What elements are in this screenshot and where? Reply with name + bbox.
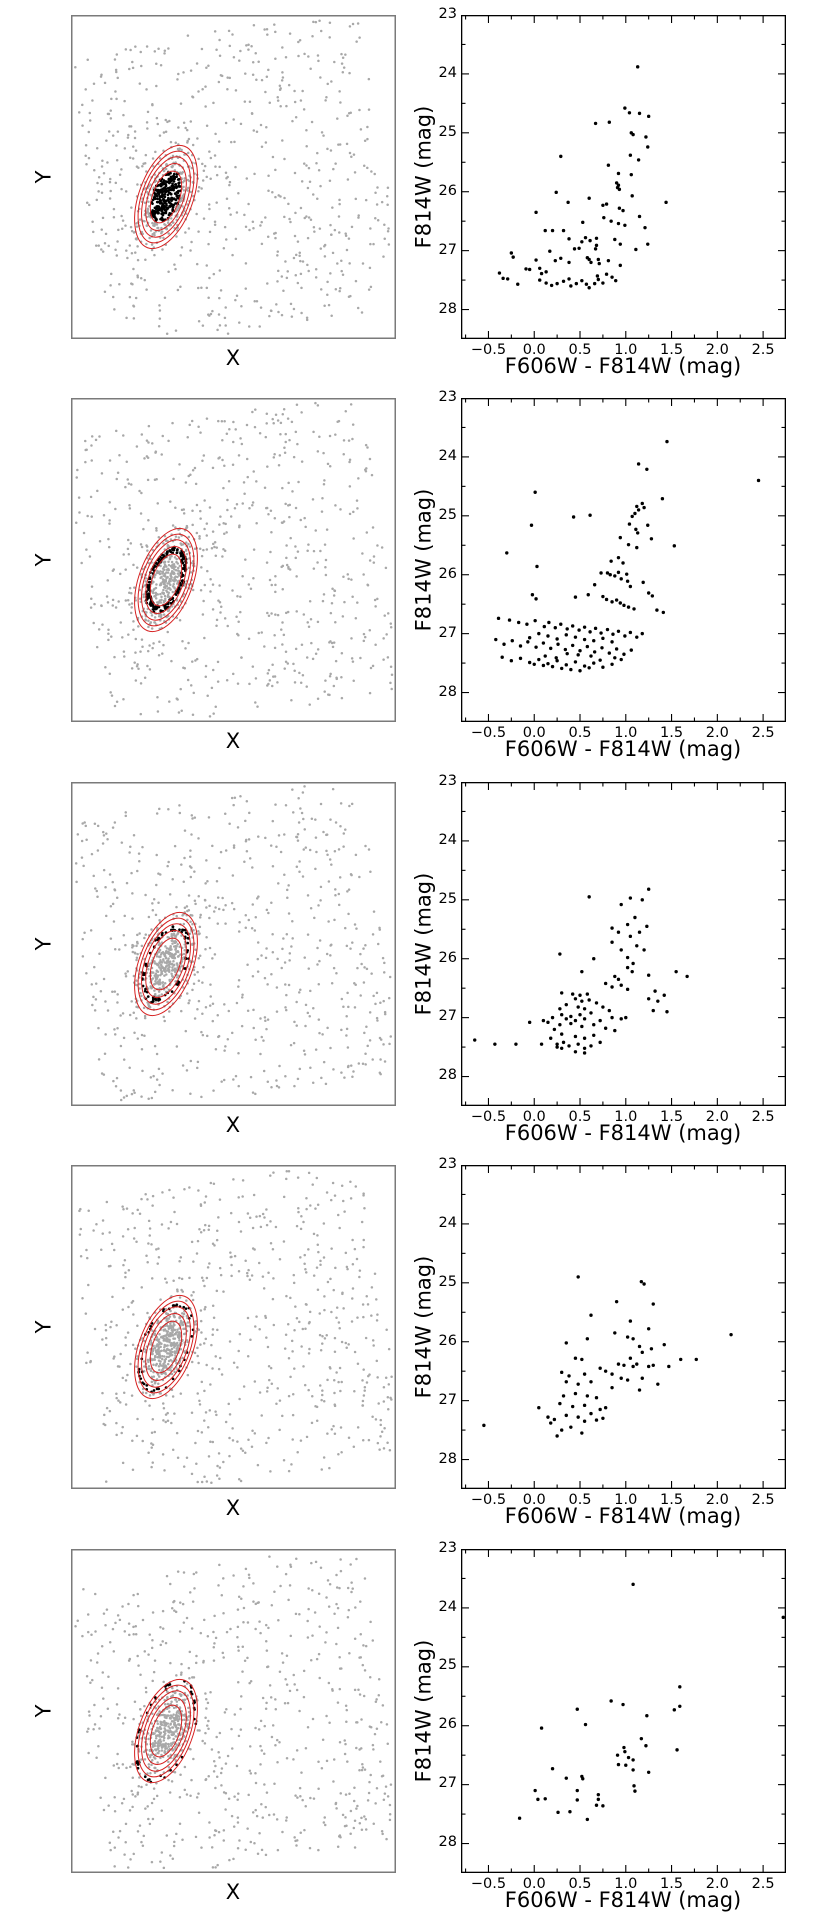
cmd-x-tick-label: 1.5: [660, 342, 684, 358]
cmd-y-tick-label: 24: [438, 65, 457, 82]
spatial-panel: [71, 15, 396, 339]
cmd-y-tick-label: 25: [438, 507, 457, 524]
spatial-y-axis-label: Y: [31, 1320, 56, 1334]
cmd-y-tick-label: 27: [438, 1391, 457, 1408]
cmd-x-tick-label: 0.5: [568, 1492, 592, 1509]
cmd-x-tick-label: 2.5: [751, 1492, 775, 1509]
cmd-y-tick-label: 24: [438, 1215, 457, 1232]
spatial-x-axis-label: X: [225, 1112, 241, 1137]
cmd-y-tick-label: 28: [438, 1450, 457, 1467]
cmd-y-tick-label: 25: [438, 123, 457, 140]
cmd-y-tick-label: 28: [438, 684, 457, 701]
cmd-x-tick-label: −0.5: [470, 1108, 507, 1125]
spatial-plot-canvas: [71, 398, 396, 722]
cmd-plot-canvas: [461, 1165, 786, 1489]
cmd-y-axis-label: F814W (mag): [411, 489, 436, 632]
cmd-x-tick-label: 0.5: [568, 725, 592, 742]
cmd-x-tick-label: 2.0: [705, 1108, 729, 1125]
cmd-y-tick-label: 25: [438, 890, 457, 907]
spatial-y-axis-label: Y: [31, 553, 56, 567]
cmd-x-axis-label: F606W - F814W (mag): [504, 1887, 742, 1912]
cmd-x-tick-label: 0.5: [568, 1108, 592, 1125]
cmd-x-tick-label: 1.0: [614, 342, 638, 358]
cmd-x-tick-label: −0.5: [470, 1492, 507, 1509]
cmd-y-tick-label: 27: [438, 1008, 457, 1025]
spatial-y-axis-label: Y: [31, 1704, 56, 1718]
cmd-y-tick-label: 23: [438, 6, 457, 23]
spatial-panel: [71, 1165, 396, 1489]
cmd-y-tick-label: 26: [438, 949, 457, 966]
cmd-x-tick-label: 0.0: [522, 1108, 546, 1125]
cmd-x-tick-label: 2.0: [705, 725, 729, 742]
cmd-plot-canvas: [461, 15, 786, 339]
cmd-y-tick-label: 23: [438, 1539, 457, 1556]
cmd-x-tick-label: 2.5: [751, 1875, 775, 1892]
cmd-y-tick-label: 24: [438, 448, 457, 465]
cmd-y-tick-label: 23: [438, 389, 457, 406]
cmd-panel: [461, 782, 786, 1106]
spatial-x-axis-label: X: [225, 729, 241, 754]
spatial-panel: [71, 398, 396, 722]
cmd-y-axis-label: F814W (mag): [411, 105, 436, 249]
cmd-x-axis-label: F606W - F814W (mag): [504, 1504, 742, 1529]
cmd-panel: [461, 1165, 786, 1489]
cmd-x-tick-label: 1.5: [660, 1108, 684, 1125]
spatial-plot-canvas: [71, 1165, 396, 1489]
cmd-y-tick-label: 28: [438, 1834, 457, 1851]
cmd-x-tick-label: 2.5: [751, 342, 775, 358]
cmd-x-tick-label: −0.5: [470, 725, 507, 742]
spatial-y-axis-label: Y: [31, 937, 56, 951]
cmd-x-tick-label: 2.0: [705, 1875, 729, 1892]
spatial-panel: [71, 782, 396, 1106]
cmd-y-tick-label: 23: [438, 772, 457, 789]
cmd-y-tick-label: 28: [438, 1067, 457, 1084]
cmd-x-tick-label: −0.5: [470, 1875, 507, 1892]
spatial-x-axis-label: X: [225, 346, 241, 370]
cmd-plot-canvas: [461, 398, 786, 722]
spatial-plot-canvas: [71, 1549, 396, 1873]
cmd-x-tick-label: 1.0: [614, 1875, 638, 1892]
cmd-x-tick-label: 1.5: [660, 1492, 684, 1509]
cmd-y-axis-label: F814W (mag): [411, 872, 436, 1016]
cmd-x-tick-label: 0.0: [522, 725, 546, 742]
cmd-y-tick-label: 25: [438, 1274, 457, 1291]
cmd-x-tick-label: 2.5: [751, 725, 775, 742]
figure-row-1: [0, 0, 830, 383]
cmd-y-tick-label: 24: [438, 1598, 457, 1615]
cmd-y-tick-label: 24: [438, 831, 457, 848]
cmd-x-tick-label: 1.5: [660, 725, 684, 742]
cmd-x-tick-label: −0.5: [470, 342, 507, 358]
spatial-plot-canvas: [71, 15, 396, 339]
cmd-x-axis-label: F606W - F814W (mag): [504, 354, 742, 378]
cmd-y-tick-label: 28: [438, 300, 457, 317]
cmd-x-tick-label: 1.0: [614, 1108, 638, 1125]
figure-row-2: [0, 383, 830, 766]
cmd-x-tick-label: 0.5: [568, 342, 592, 358]
figure-row-3: [0, 767, 830, 1150]
cmd-x-tick-label: 0.0: [522, 1875, 546, 1892]
cmd-y-tick-label: 26: [438, 566, 457, 583]
figure-row-5: [0, 1534, 830, 1917]
spatial-x-axis-label: X: [225, 1879, 241, 1904]
cmd-x-tick-label: 0.0: [522, 342, 546, 358]
cmd-y-axis-label: F814W (mag): [411, 1255, 436, 1399]
cmd-x-tick-label: 1.0: [614, 1492, 638, 1509]
cmd-x-axis-label: F606W - F814W (mag): [504, 737, 742, 762]
cmd-x-axis-label: F606W - F814W (mag): [504, 1120, 742, 1145]
spatial-panel: [71, 1549, 396, 1873]
cmd-y-tick-label: 23: [438, 1156, 457, 1173]
cmd-y-tick-label: 25: [438, 1657, 457, 1674]
spatial-x-axis-label: X: [225, 1496, 241, 1521]
cmd-y-tick-label: 27: [438, 625, 457, 642]
cmd-y-tick-label: 27: [438, 241, 457, 258]
cmd-x-tick-label: 1.0: [614, 725, 638, 742]
spatial-y-axis-label: Y: [31, 170, 56, 184]
cmd-panel: [461, 398, 786, 722]
cmd-x-tick-label: 2.0: [705, 1492, 729, 1509]
cmd-y-axis-label: F814W (mag): [411, 1639, 436, 1782]
cmd-x-tick-label: 2.5: [751, 1108, 775, 1125]
cmd-plot-canvas: [461, 782, 786, 1106]
cmd-plot-canvas: [461, 1549, 786, 1873]
figure-row-4: [0, 1150, 830, 1533]
cmd-panel: [461, 15, 786, 339]
cmd-x-tick-label: 0.0: [522, 1492, 546, 1509]
cmd-x-tick-label: 2.0: [705, 342, 729, 358]
cmd-panel: [461, 1549, 786, 1873]
cmd-y-tick-label: 27: [438, 1775, 457, 1792]
cmd-y-tick-label: 26: [438, 1333, 457, 1350]
cmd-x-tick-label: 0.5: [568, 1875, 592, 1892]
spatial-plot-canvas: [71, 782, 396, 1106]
cmd-x-tick-label: 1.5: [660, 1875, 684, 1892]
cmd-y-tick-label: 26: [438, 182, 457, 199]
cmd-y-tick-label: 26: [438, 1716, 457, 1733]
